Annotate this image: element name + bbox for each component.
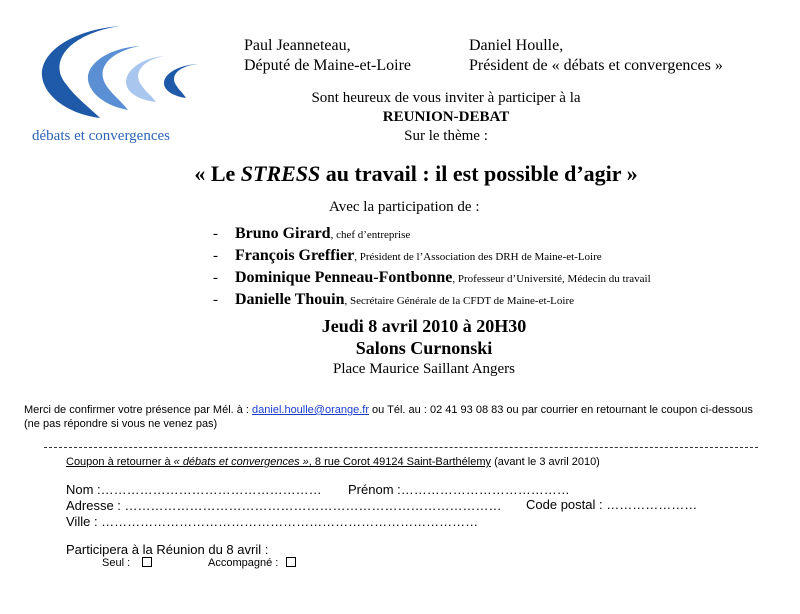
debats-convergences-logo [28,22,218,122]
inviter-role: Député de Maine-et-Loire [244,57,412,74]
invite-line: Sont heureux de vous inviter à participer à la [311,90,581,106]
list-item [213,267,651,289]
accompagne-label: Accompagné : [208,557,279,569]
confirm-text: ou Tél. au : 02 41 93 08 83 ou par courrier en retournant le coupon ci-dessous [369,404,753,416]
participant-role: , Professeur d’Université, Médecin du travail [452,273,651,285]
confirm-line [24,404,753,416]
inviter-houlle [469,36,723,76]
list-item [213,289,651,311]
participant-role: , Président de l’Association des DRH de Maine-et-Loire [354,251,602,263]
coupon-org: « débats et convergences » [173,456,309,468]
seul-checkbox[interactable] [142,557,152,567]
nom-field[interactable]: Nom :…………………………………………… [66,482,322,497]
list-item [213,223,651,245]
participant-name: Bruno Girard [235,225,331,242]
coupon-prefix: Coupon à retourner à [66,456,174,468]
participation-question: Participera à la Réunion du 8 avril : [66,542,269,557]
inviter-name: Daniel Houlle, [469,37,564,54]
title-part: au travail : il est possible d’agir » [320,161,638,186]
title-emphasis: STRESS [240,161,321,186]
logo-text: débats et convergences [32,128,170,144]
event-type: REUNION-DEBAT [382,109,510,125]
inviter-role: Président de « débats et convergences » [469,57,723,74]
list-item [213,245,651,267]
event-date: Jeudi 8 avril 2010 à 20H30 [321,316,527,336]
participation-intro: Avec la participation de : [329,199,480,215]
inviter-jeanneteau [244,36,411,76]
bullet-dash: - [213,292,218,308]
inviter-name: Paul Jeanneteau, [244,37,351,54]
coupon-cut-line [44,447,758,448]
bullet-dash: - [213,226,218,242]
participant-name: Danielle Thouin [235,291,345,308]
title-part: « Le [194,161,241,186]
accompagne-option[interactable] [208,557,296,569]
participant-name: Dominique Penneau-Fontbonne [235,269,453,286]
participant-name: François Greffier [235,247,355,264]
email-link[interactable]: daniel.houlle@orange.fr [252,404,369,416]
prenom-field[interactable]: Prénom :………………………………… [348,482,570,497]
bullet-dash: - [213,248,218,264]
seul-option[interactable] [102,557,152,569]
event-address: Place Maurice Saillant Angers [332,361,516,377]
participants-list [213,223,651,311]
coupon-address: , 8 rue Corot 49124 Saint-Barthélemy [308,456,492,468]
coupon-header [66,456,600,468]
coupon-deadline: (avant le 3 avril 2010) [491,456,600,468]
accompagne-checkbox[interactable] [286,557,296,567]
bullet-dash: - [213,270,218,286]
event-venue: Salons Curnonski [355,338,493,358]
seul-label: Seul : [102,557,131,569]
participant-role: , chef d’entreprise [330,229,411,241]
participant-role: , Secrétaire Générale de la CFDT de Maine-et-Loire [344,295,574,307]
confirm-note: (ne pas répondre si vous ne venez pas) [24,418,218,430]
event-title [16,161,800,187]
theme-intro: Sur le thème : [404,128,488,144]
ville-field[interactable]: Ville : …………………………………………………………………………… [66,514,479,529]
adresse-field[interactable]: Adresse : …………………………………………………………………………… [66,498,502,513]
confirm-text: Merci de confirmer votre présence par Mél. à : [24,404,253,416]
code-postal-field[interactable]: Code postal : ………………… [526,497,698,512]
